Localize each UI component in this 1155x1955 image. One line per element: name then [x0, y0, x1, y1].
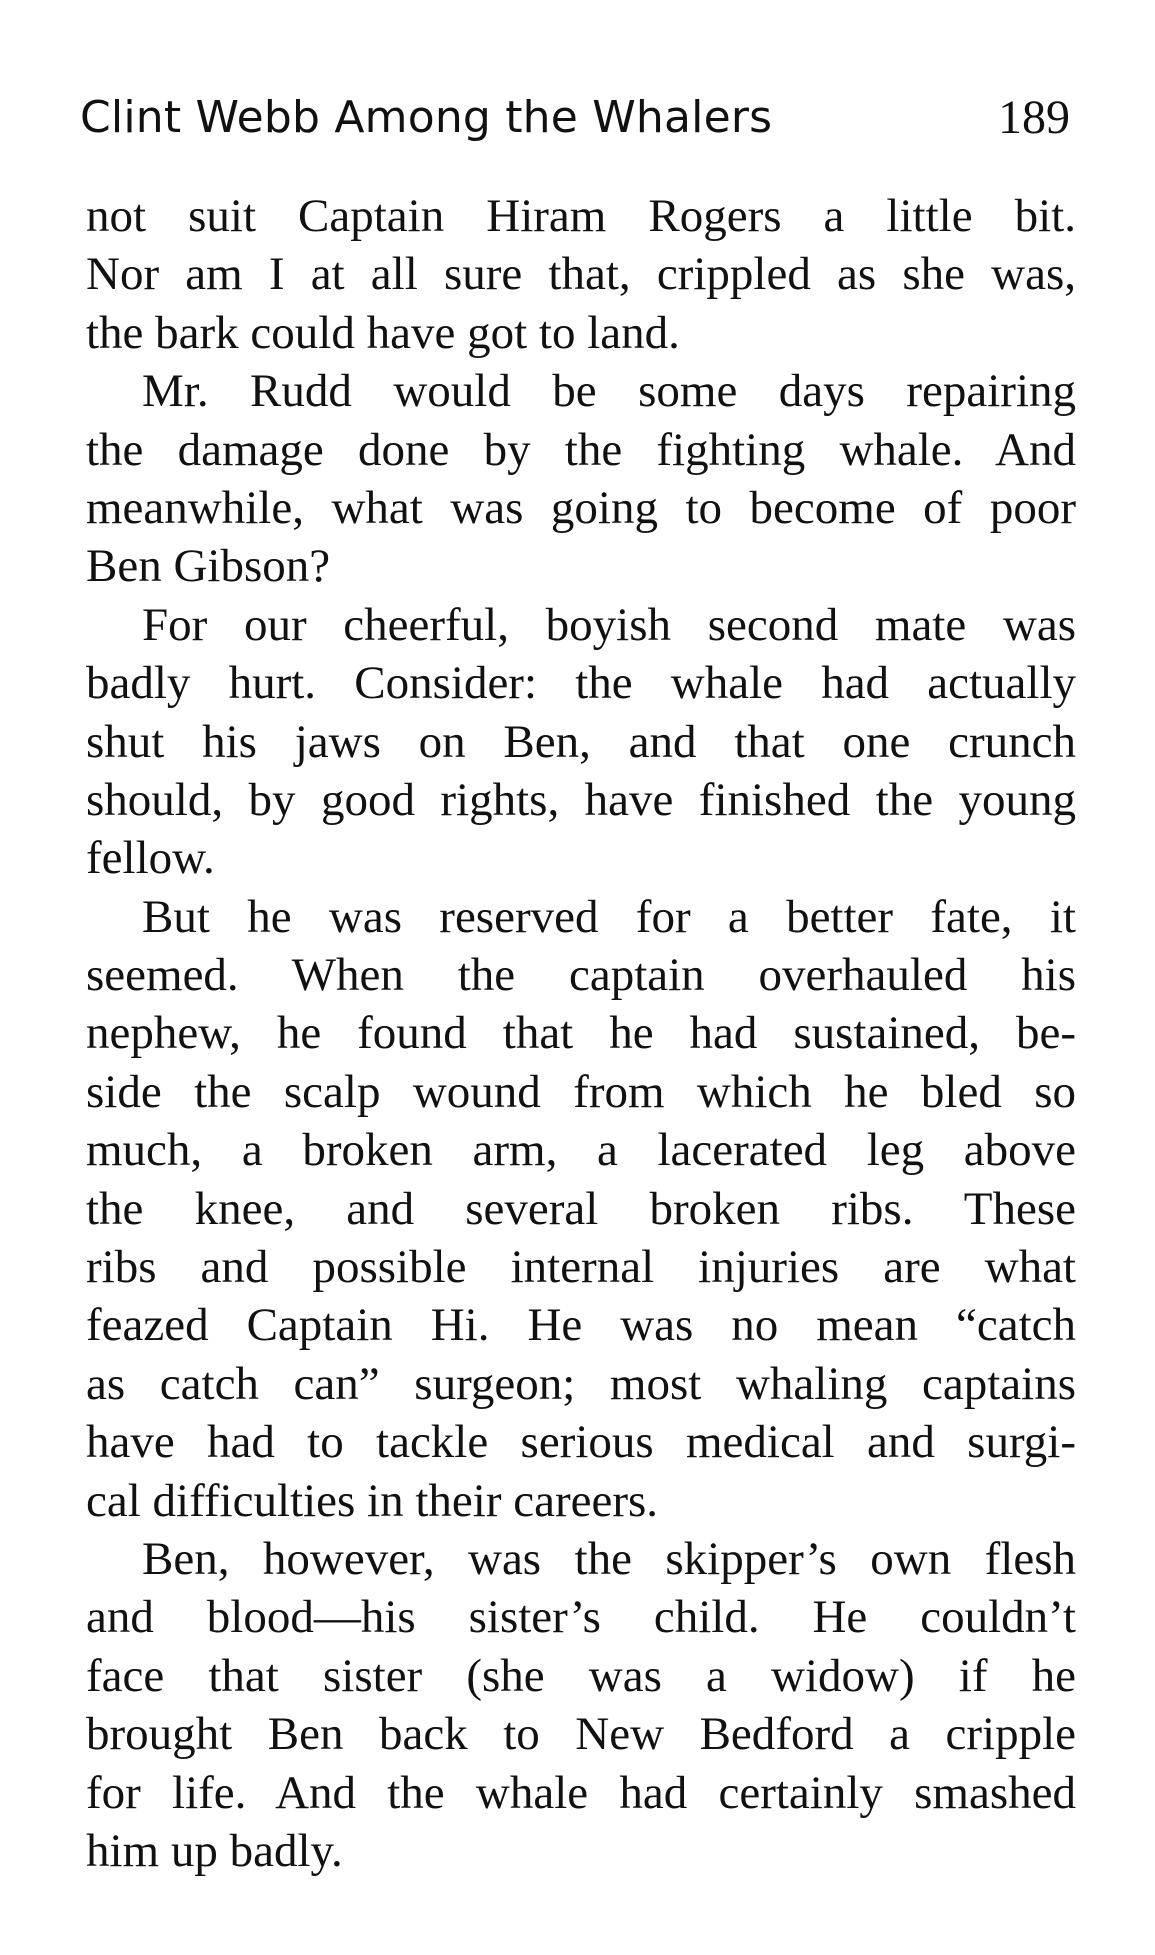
text-line: nephew, he found that he had sustained, be-	[86, 1007, 1076, 1060]
text-line: fellow.	[86, 832, 215, 885]
text-line: the damage done by the fighting whale. And	[86, 423, 1076, 476]
text-line: Ben, however, was the skipper’s own flesh	[142, 1532, 1076, 1585]
text-line: much, a broken arm, a lacerated leg above	[86, 1124, 1076, 1177]
text-line: But he was reserved for a better fate, it	[142, 890, 1076, 943]
text-line: have had to tackle serious medical and surgi-	[86, 1416, 1076, 1469]
text-line: him up badly.	[86, 1824, 343, 1877]
text-line: Nor am I at all sure that, crippled as she was,	[86, 248, 1076, 301]
text-line: ribs and possible internal injuries are what	[86, 1241, 1076, 1294]
text-line: face that sister (she was a widow) if he	[86, 1649, 1076, 1702]
text-line: the bark could have got to land.	[86, 306, 680, 359]
text-line: not suit Captain Hiram Rogers a little bit.	[86, 190, 1076, 242]
text-line: For our cheerful, boyish second mate was	[142, 598, 1076, 651]
page-number: 189	[998, 91, 1070, 144]
running-title: Clint Webb Among the Whalers	[80, 92, 773, 143]
text-line: badly hurt. Consider: the whale had actually	[86, 657, 1076, 710]
text-line: cal difficulties in their careers.	[86, 1474, 659, 1527]
text-line: meanwhile, what was going to become of poor	[86, 481, 1076, 534]
text-line: Ben Gibson?	[86, 540, 331, 593]
text-line: seemed. When the captain overhauled his	[86, 949, 1076, 1002]
text-line: shut his jaws on Ben, and that one crunch	[86, 715, 1076, 768]
text-line: brought Ben back to New Bedford a cripple	[86, 1708, 1076, 1761]
text-line: the knee, and several broken ribs. These	[86, 1182, 1076, 1235]
text-line: feazed Captain Hi. He was no mean “catch	[86, 1299, 1076, 1352]
text-line: as catch can” surgeon; most whaling captains	[86, 1357, 1076, 1410]
text-line: and blood—his sister’s child. He couldn’t	[86, 1591, 1076, 1644]
running-head	[80, 88, 1070, 148]
body-text	[86, 187, 1076, 1880]
text-line: should, by good rights, have finished the young	[86, 773, 1076, 826]
text-line: side the scalp wound from which he bled so	[86, 1065, 1076, 1118]
text-line: for life. And the whale had certainly smashed	[86, 1766, 1076, 1819]
text-line: Mr. Rudd would be some days repairing	[142, 365, 1076, 418]
